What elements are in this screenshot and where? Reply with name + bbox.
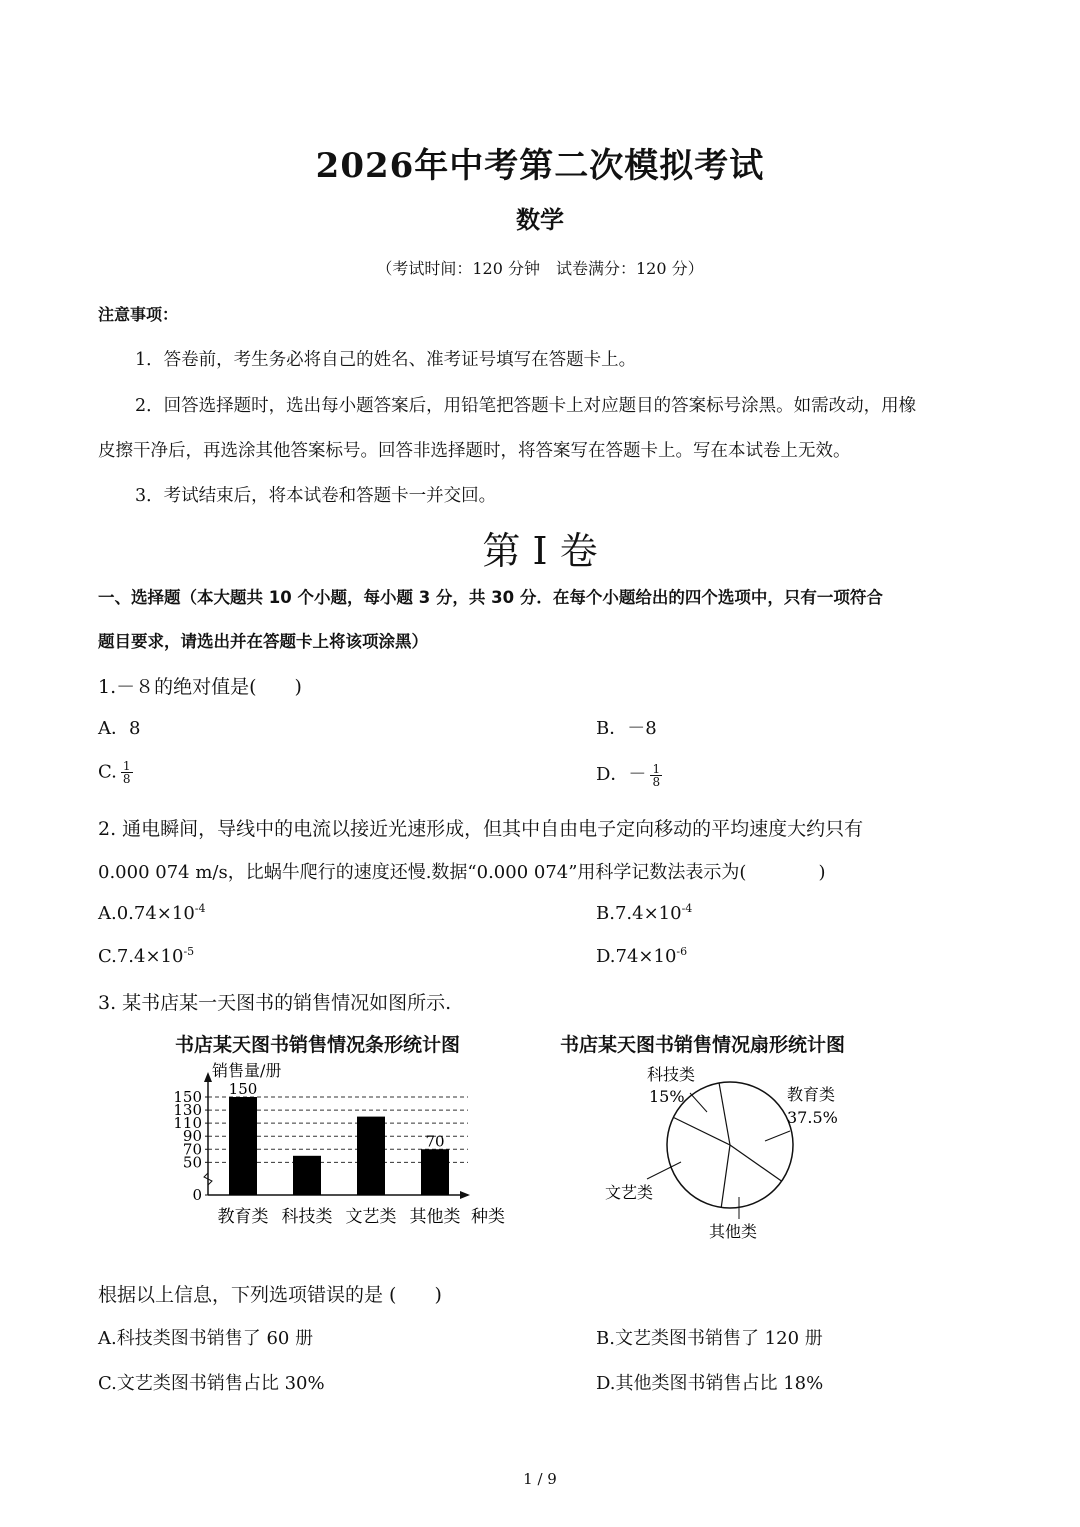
pie-label-science-percent: 15% [649,1087,685,1106]
q1-option-c [98,760,133,785]
q1-option-d [596,760,662,788]
bar [229,1097,257,1195]
bar [357,1117,385,1195]
fraction-denominator: 8 [652,774,661,789]
x-tick-label: 其他类 [409,1207,461,1227]
exam-title: 2026年中考第二次模拟考试 [315,146,765,186]
q2-option-c-exponent: -5 [183,945,195,958]
pie-label-art-name: 文艺类 [605,1183,654,1202]
q2-stem-line2: 0.000 074 m/s，比蜗牛爬行的速度还慢.数据“0.000 074”用科学记数法表示为( ) [98,862,826,883]
x-tick-label: 科技类 [281,1207,333,1227]
q2-option-b-base: B.7.4×10 [596,903,682,924]
y-tick-label: 150 [173,1088,202,1106]
bar-chart-title: 书店某天图书销售情况条形统计图 [175,1034,461,1056]
q2-stem-line1: 2. 通电瞬间，导线中的电流以接近光速形成，但其中自由电子定向移动的平均速度大约只有 [98,818,864,840]
pie-slice-boundary [673,1117,730,1145]
q1-option-a: A．8 [98,718,141,739]
page-number: 1 / 9 [523,1470,557,1488]
note-item-3: 3．考试结束后，将本试卷和答题卡一并交回。 [135,486,497,506]
notes-heading: 注意事项： [98,305,179,324]
q2-option-b [596,902,692,924]
y-tick-label: 90 [182,1127,202,1146]
x-axis-arrow [460,1191,470,1199]
pie-label-education-name: 教育类 [787,1085,836,1104]
q2-option-d-exponent: -6 [676,945,688,958]
exam-subject: 数学 [516,205,564,234]
section-heading-line2: 题目要求，请选出并在答题卡上将该项涂黑） [98,632,428,651]
q3-option-c: C.文艺类图书销售占比 30% [98,1373,325,1394]
q2-option-d [596,945,687,967]
bar-value-label: 150 [228,1080,258,1098]
pie-chart-title: 书店某天图书销售情况扇形统计图 [560,1034,846,1056]
q1-option-c-fraction [121,760,133,785]
bar-value-label: 70 [425,1132,445,1151]
q1-stem: 1.－８的绝对值是( ) [98,676,302,698]
pie-slice-boundary [730,1145,782,1181]
q2-option-a-base: A.0.74×10 [98,903,195,924]
q1-option-d-fraction [650,763,662,788]
bar [421,1149,449,1195]
x-tick-label: 教育类 [217,1207,269,1227]
fraction-numerator: 1 [652,761,661,776]
y-tick-label: 0 [192,1186,202,1204]
section-heading-line1: 一、选择题（本大题共 10 个小题，每小题 3 分，共 30 分．在每个小题给出的四个选项中，只有一项符合 [98,588,883,607]
y-tick-label: 70 [182,1140,202,1159]
y-axis-arrow [204,1072,212,1082]
bar-chart [150,1055,530,1235]
exam-info: （考试时间：120 分钟 试卷满分：120 分） [376,259,704,278]
y-tick-label: 110 [173,1114,202,1133]
bar [293,1156,321,1195]
q1-option-c-prefix: C. [98,761,117,783]
q1-option-d-prefix: D．－ [596,764,647,785]
q2-option-a [98,902,206,924]
pie-label-education-percent: 37.5% [787,1108,838,1127]
x-tick-label: 文艺类 [345,1207,397,1227]
y-tick-label: 50 [182,1153,202,1172]
y-tick-label: 130 [173,1101,202,1120]
note-item-1: 1．答卷前，考生务必将自己的姓名、准考证号填写在答题卡上。 [135,350,637,370]
note-item-2: 2．回答选择题时，选出每小题答案后，用铅笔把答题卡上对应题目的答案标号涂黑。如需改动，用橡 [135,396,917,416]
pie-leader-education [765,1131,790,1141]
q2-option-c-base: C.7.4×10 [98,946,184,967]
q2-option-c [98,945,194,967]
pie-label-other-name: 其他类 [709,1222,758,1241]
q3-option-b: B.文艺类图书销售了 120 册 [596,1328,823,1349]
fraction-denominator: 8 [122,772,131,786]
y-axis-label: 销售量/册 [212,1061,282,1080]
pie-slice-boundary [721,1145,730,1207]
fraction-numerator: 1 [122,759,131,773]
q3-option-d: D.其他类图书销售占比 18% [596,1373,824,1394]
x-axis-label: 种类 [471,1207,505,1227]
q2-option-b-exponent: -4 [681,902,693,915]
q2-option-d-base: D.74×10 [596,946,677,967]
q3-option-a: A.科技类图书销售了 60 册 [98,1328,314,1349]
q1-option-b: B．－8 [596,718,657,739]
pie-label-science-name: 科技类 [647,1065,696,1084]
volume-heading: 第 I 卷 [482,529,598,573]
q2-option-a-exponent: -4 [194,902,206,915]
note-item-2-cont: 皮擦干净后，再选涂其他答案标号。回答非选择题时，将答案写在答题卡上。写在本试卷上无效。 [98,441,851,461]
q3-stem: 3. 某书店某一天图书的销售情况如图所示. [98,992,452,1014]
pie-chart [595,1055,855,1250]
pie-slice-boundary [719,1083,730,1145]
pie-leader-science [690,1093,707,1112]
q3-after-text: 根据以上信息，下列选项错误的是 ( ) [98,1284,442,1306]
